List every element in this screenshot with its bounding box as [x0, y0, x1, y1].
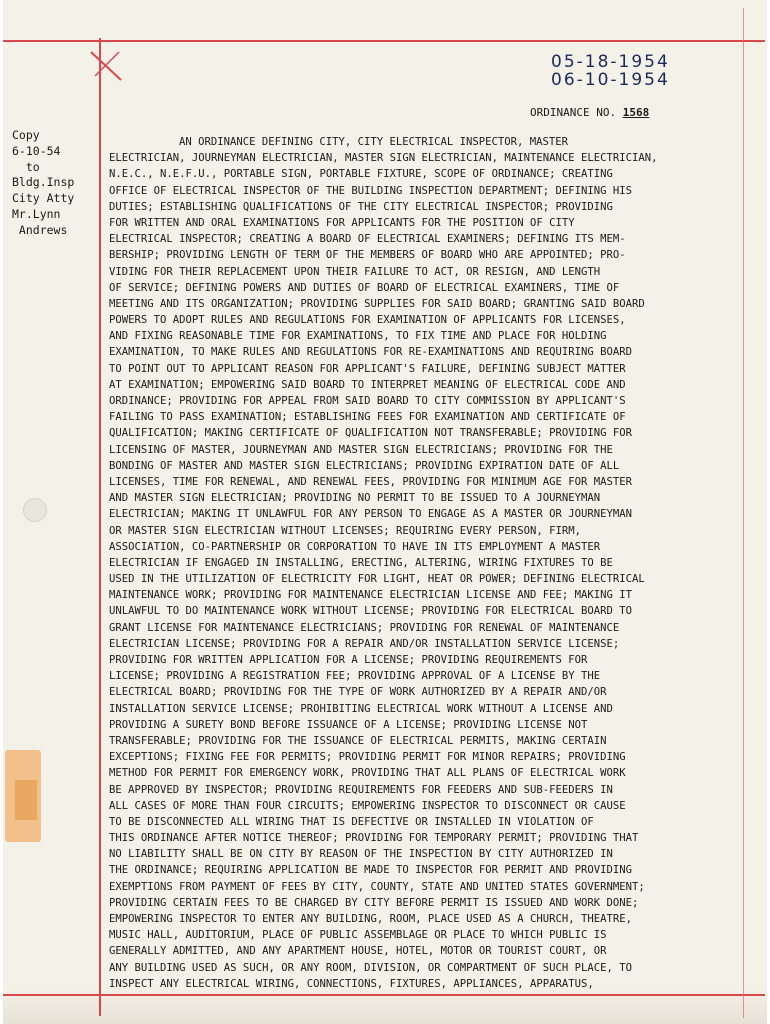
punch-hole [23, 498, 47, 522]
body-text-line: ELECTRICIAN LICENSE; PROVIDING FOR A REPAIR AND/OR INSTALLATION SERVICE LICENSE; [109, 637, 620, 650]
body-text-line: VIDING FOR THEIR REPLACEMENT UPON THEIR FAILURE TO ACT, OR RESIGN, AND LENGTH [109, 265, 601, 278]
ordinance-body-text [109, 134, 761, 992]
body-text-line: GENERALLY ADMITTED, AND ANY APARTMENT HOUSE, HOTEL, MOTOR OR TOURIST COURT, OR [109, 945, 607, 958]
top-red-rule [3, 40, 765, 42]
body-text-line: EXEMPTIONS FROM PAYMENT OF FEES BY CITY, COUNTY, STATE AND UNITED STATES GOVERNMENT; [109, 880, 645, 893]
body-text-line: OFFICE OF ELECTRICAL INSPECTOR OF THE BUILDING INSPECTION DEPARTMENT; DEFINING HIS [109, 184, 632, 197]
body-text-line: LICENSE; PROVIDING A REGISTRATION FEE; PROVIDING APPROVAL OF A LICENSE BY THE [109, 670, 601, 683]
body-text-line: METHOD FOR PERMIT FOR EMERGENCY WORK, PROVIDING THAT ALL PLANS OF ELECTRICAL WORK [109, 767, 626, 780]
body-text-line: ELECTRICAL INSPECTOR; CREATING A BOARD OF ELECTRICAL EXAMINERS; DEFINING ITS MEM- [109, 233, 626, 246]
body-text-line: PROVIDING A SURETY BOND BEFORE ISSUANCE OF A LICENSE; PROVIDING LICENSE NOT [109, 718, 588, 731]
body-text-line: MAINTENANCE WORK; PROVIDING FOR MAINTENANCE ELECTRICIAN LICENSE AND FEE; MAKING IT [109, 589, 632, 602]
body-text-line: THIS ORDINANCE AFTER NOTICE THEREOF; PROVIDING FOR TEMPORARY PERMIT; PROVIDING THAT [109, 832, 639, 845]
body-text-line: BONDING OF MASTER AND MASTER SIGN ELECTRICIANS; PROVIDING EXPIRATION DATE OF ALL [109, 459, 620, 472]
body-text-line: TO POINT OUT TO APPLICANT REASON FOR APPLICANT'S FAILURE, DEFINING SUBJECT MATTER [109, 362, 626, 375]
body-text-line: OF SERVICE; DEFINING POWERS AND DUTIES OF BOARD OF ELECTRICAL EXAMINERS, TIME OF [109, 281, 620, 294]
body-text-line: FOR WRITTEN AND ORAL EXAMINATIONS FOR APPLICANTS FOR THE POSITION OF CITY [109, 216, 575, 229]
body-text-line: QUALIFICATION; MAKING CERTIFICATE OF QUALIFICATION NOT TRANSFERABLE; PROVIDING FOR [109, 427, 632, 440]
body-text-line: LICENSES, TIME FOR RENEWAL, AND RENEWAL FEES, PROVIDING FOR MINIMUM AGE FOR MASTER [109, 475, 632, 488]
body-text-line: UNLAWFUL TO DO MAINTENANCE WORK WITHOUT LICENSE; PROVIDING FOR ELECTRICAL BOARD TO [109, 605, 632, 618]
body-text-line: EXCEPTIONS; FIXING FEE FOR PERMITS; PROVIDING PERMIT FOR MINOR REPAIRS; PROVIDING [109, 751, 626, 764]
body-text-line: ANY BUILDING USED AS SUCH, OR ANY ROOM, DIVISION, OR COMPARTMENT OF SUCH PLACE, TO [109, 961, 632, 974]
body-text-line: AN ORDINANCE DEFINING CITY, CITY ELECTRICAL INSPECTOR, MASTER [179, 136, 569, 148]
tape-stain-dark [15, 780, 37, 820]
handwritten-date-1: 05-18-1954 [551, 52, 670, 72]
body-text-line: DUTIES; ESTABLISHING QUALIFICATIONS OF THE CITY ELECTRICAL INSPECTOR; PROVIDING [109, 200, 613, 213]
body-text-line: ELECTRICIAN IF ENGAGED IN INSTALLING, ERECTING, ALTERING, WIRING FIXTURES TO BE [109, 556, 613, 569]
copy-distribution-note: Copy 6-10-54 to Bldg.Insp City Atty Mr.Lynn Andrews [12, 128, 75, 237]
ordinance-number-line [530, 106, 649, 119]
body-text-line: MEETING AND ITS ORGANIZATION; PROVIDING SUPPLIES FOR SAID BOARD; GRANTING SAID BOARD [109, 297, 645, 310]
red-x-mark-icon [87, 46, 127, 86]
body-text-line: PROVIDING CERTAIN FEES TO BE CHARGED BY CITY BEFORE PERMIT IS ISSUED AND WORK DONE; [109, 896, 639, 909]
body-text-line: TRANSFERABLE; PROVIDING FOR THE ISSUANCE OF ELECTRICAL PERMITS, MAKING CERTAIN [109, 734, 607, 747]
body-text-line: EXAMINATION, TO MAKE RULES AND REGULATIONS FOR RE-EXAMINATIONS AND REQUIRING BOARD [109, 346, 632, 359]
body-text-line: INSPECT ANY ELECTRICAL WIRING, CONNECTIONS, FIXTURES, APPLIANCES, APPARATUS, [109, 977, 594, 990]
body-text-line: THE ORDINANCE; REQUIRING APPLICATION BE MADE TO INSPECTOR FOR PERMIT AND PROVIDING [109, 864, 632, 877]
body-text-line: FAILING TO PASS EXAMINATION; ESTABLISHING FEES FOR EXAMINATION AND CERTIFICATE OF [109, 411, 626, 424]
body-text-line: ASSOCIATION, CO-PARTNERSHIP OR CORPORATION TO HAVE IN ITS EMPLOYMENT A MASTER [109, 540, 601, 553]
bottom-red-rule [3, 994, 765, 996]
body-text-line: ELECTRICAL BOARD; PROVIDING FOR THE TYPE OF WORK AUTHORIZED BY A REPAIR AND/OR [109, 686, 607, 699]
body-text-line: PROVIDING FOR WRITTEN APPLICATION FOR A LICENSE; PROVIDING REQUIREMENTS FOR [109, 654, 588, 666]
body-text-line: MUSIC HALL, AUDITORIUM, PLACE OF PUBLIC ASSEMBLAGE OR PLACE TO WHICH PUBLIC IS [109, 929, 607, 942]
handwritten-date-2: 06-10-1954 [551, 70, 670, 90]
body-text-line: OR MASTER SIGN ELECTRICIAN WITHOUT LICENSES; REQUIRING EVERY PERSON, FIRM, [109, 524, 581, 537]
body-text-line: EMPOWERING INSPECTOR TO ENTER ANY BUILDING, ROOM, PLACE USED AS A CHURCH, THEATRE, [109, 913, 632, 925]
document-page [3, 0, 767, 1024]
body-text-line: INSTALLATION SERVICE LICENSE; PROHIBITING ELECTRICAL WORK WITHOUT A LICENSE AND [109, 702, 613, 715]
body-text-line: ORDINANCE; PROVIDING FOR APPEAL FROM SAID BOARD TO CITY COMMISSION BY APPLICANT'S [109, 395, 626, 407]
body-text-line: ALL CASES OF MORE THAN FOUR CIRCUITS; EMPOWERING INSPECTOR TO DISCONNECT OR CAUSE [109, 799, 626, 812]
body-text-line: NO LIABILITY SHALL BE ON CITY BY REASON OF THE INSPECTION BY CITY AUTHORIZED IN [109, 848, 613, 861]
body-text-line: GRANT LICENSE FOR MAINTENANCE ELECTRICIANS; PROVIDING FOR RENEWAL OF MAINTENANCE [109, 621, 620, 634]
body-text-line: AT EXAMINATION; EMPOWERING SAID BOARD TO INTERPRET MEANING OF ELECTRICAL CODE AND [109, 378, 626, 391]
body-text-line: AND MASTER SIGN ELECTRICIAN; PROVIDING NO PERMIT TO BE ISSUED TO A JOURNEYMAN [109, 492, 601, 505]
ordinance-label: ORDINANCE NO. [530, 106, 617, 119]
body-text-line: TO BE DISCONNECTED ALL WIRING THAT IS DEFECTIVE OR INSTALLED IN VIOLATION OF [109, 815, 594, 828]
body-text-line: N.E.C., N.E.F.U., PORTABLE SIGN, PORTABLE FIXTURE, SCOPE OF ORDINANCE; CREATING [109, 168, 613, 181]
body-text-line: BE APPROVED BY INSPECTOR; PROVIDING REQUIREMENTS FOR FEEDERS AND SUB-FEEDERS IN [109, 783, 613, 796]
body-text-line: ELECTRICIAN; MAKING IT UNLAWFUL FOR ANY PERSON TO ENGAGE AS A MASTER OR JOURNEYMAN [109, 508, 632, 521]
body-text-line: BERSHIP; PROVIDING LENGTH OF TERM OF THE MEMBERS OF BOARD WHO ARE APPOINTED; PRO- [109, 249, 626, 262]
ordinance-number: 1568 [622, 106, 650, 119]
body-text-line: ELECTRICIAN, JOURNEYMAN ELECTRICIAN, MASTER SIGN ELECTRICIAN, MAINTENANCE ELECTRICIAN, [109, 152, 658, 165]
body-text-line: USED IN THE UTILIZATION OF ELECTRICITY FOR LIGHT, HEAT OR POWER; DEFINING ELECTRICAL [109, 573, 645, 586]
body-text-line: AND FIXING REASONABLE TIME FOR EXAMINATIONS, TO FIX TIME AND PLACE FOR HOLDING [109, 330, 607, 343]
body-text-line: LICENSING OF MASTER, JOURNEYMAN AND MASTER SIGN ELECTRICIANS; PROVIDING FOR THE [109, 443, 613, 456]
body-text-line: POWERS TO ADOPT RULES AND REGULATIONS FOR EXAMINATION OF APPLICANTS FOR LICENSES, [109, 314, 626, 327]
